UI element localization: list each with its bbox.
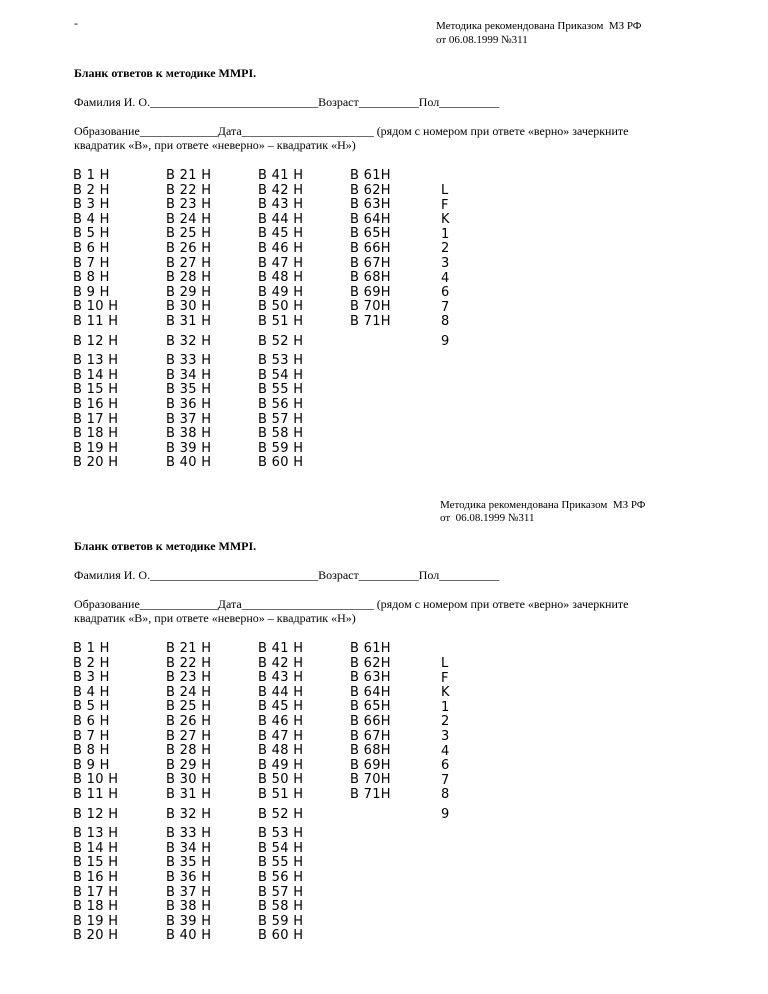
answer-item[interactable]: В 18 Н bbox=[73, 899, 119, 915]
scale-label: F bbox=[441, 670, 449, 686]
answer-item[interactable]: В 48 Н bbox=[258, 743, 304, 759]
scale-label: F bbox=[441, 197, 449, 213]
answer-item[interactable]: В 20 Н bbox=[73, 455, 119, 471]
answer-item[interactable]: В 36 Н bbox=[166, 869, 212, 885]
scale-label: 8 bbox=[441, 787, 450, 803]
answer-item[interactable]: В 43 Н bbox=[258, 197, 304, 213]
answer-column-3 bbox=[258, 169, 303, 471]
answer-item[interactable]: В 19 Н bbox=[73, 440, 119, 456]
scale-label: 3 bbox=[441, 255, 450, 271]
answer-item[interactable]: В 33 Н bbox=[166, 353, 212, 369]
answer-item[interactable]: В 34 Н bbox=[166, 840, 212, 856]
answer-item[interactable]: В 64Н bbox=[350, 684, 391, 700]
answer-item[interactable]: В 7 Н bbox=[73, 255, 110, 271]
answer-item[interactable]: В 47 Н bbox=[258, 255, 304, 271]
approval-line-1: Методика рекомендована Приказом МЗ РФ bbox=[440, 499, 646, 511]
answer-item[interactable]: В 65Н bbox=[350, 226, 391, 242]
answer-column-2 bbox=[166, 169, 211, 471]
answer-item[interactable]: В 23 Н bbox=[166, 197, 212, 213]
answer-item[interactable]: В 26 Н bbox=[166, 713, 212, 729]
name-age-sex-line: Фамилия И. О.____________________________Возраст__________Пол__________ bbox=[74, 568, 500, 582]
answer-item[interactable]: В 46 Н bbox=[258, 240, 304, 256]
answer-item[interactable]: В 42 Н bbox=[258, 182, 304, 198]
answer-item[interactable]: В 32 Н bbox=[166, 333, 212, 349]
answer-item[interactable]: В 24 Н bbox=[166, 211, 212, 227]
answer-item[interactable]: В 67Н bbox=[350, 255, 391, 271]
answer-item[interactable]: В 35 Н bbox=[166, 855, 212, 871]
scale-label: K bbox=[441, 685, 450, 701]
answer-item[interactable]: В 54 Н bbox=[258, 840, 304, 856]
answer-item[interactable]: В 40 Н bbox=[166, 928, 212, 944]
education-date-line: Образование_____________Дата______________________ (рядом с номером при ответе «верно» зачеркните bbox=[74, 597, 629, 611]
answer-item[interactable]: В 49 Н bbox=[258, 284, 304, 300]
answer-item[interactable]: В 34 Н bbox=[166, 367, 212, 383]
answer-item[interactable]: В 9 Н bbox=[73, 757, 110, 773]
form-title: Бланк ответов к методике MMPI. bbox=[74, 66, 257, 80]
answer-item[interactable]: В 64Н bbox=[350, 211, 391, 227]
answer-item[interactable]: В 21 Н bbox=[166, 641, 212, 656]
answer-item[interactable]: В 47 Н bbox=[258, 728, 304, 744]
scale-label: 3 bbox=[441, 728, 450, 744]
answer-item[interactable]: В 68Н bbox=[350, 743, 391, 759]
scale-label: 2 bbox=[441, 241, 450, 257]
answer-item[interactable]: В 55 Н bbox=[258, 855, 304, 871]
scale-label: 9 bbox=[441, 806, 450, 822]
answer-item[interactable]: В 5 Н bbox=[73, 699, 110, 715]
answer-item[interactable]: В 3 Н bbox=[73, 670, 110, 686]
answer-item[interactable]: В 59 Н bbox=[258, 913, 304, 929]
answer-item[interactable]: В 28 Н bbox=[166, 743, 212, 759]
answer-item[interactable]: В 57 Н bbox=[258, 411, 304, 427]
answer-item[interactable]: В 56 Н bbox=[258, 396, 304, 412]
answer-item[interactable]: В 38 Н bbox=[166, 899, 212, 915]
answer-item[interactable]: В 13 Н bbox=[73, 826, 119, 842]
answer-item[interactable]: В 6 Н bbox=[73, 713, 110, 729]
answer-item[interactable]: В 10 Н bbox=[73, 772, 119, 788]
answer-item[interactable]: В 27 Н bbox=[166, 255, 212, 271]
answer-column-2 bbox=[166, 642, 211, 944]
answer-item[interactable]: В 43 Н bbox=[258, 670, 304, 686]
answer-item[interactable]: В 53 Н bbox=[258, 353, 304, 369]
answer-item[interactable]: В 37 Н bbox=[166, 411, 212, 427]
answer-item[interactable]: В 62Н bbox=[350, 182, 391, 198]
name-age-sex-line: Фамилия И. О.____________________________Возраст__________Пол__________ bbox=[74, 95, 500, 109]
answer-item[interactable]: В 14 Н bbox=[73, 840, 119, 856]
answer-item[interactable]: В 49 Н bbox=[258, 757, 304, 773]
answer-item[interactable]: В 48 Н bbox=[258, 270, 304, 286]
answer-item[interactable]: В 52 Н bbox=[258, 806, 304, 822]
answer-item[interactable]: В 17 Н bbox=[73, 411, 119, 427]
answer-item[interactable]: В 4 Н bbox=[73, 211, 110, 227]
answer-item[interactable]: В 12 Н bbox=[73, 806, 119, 822]
answer-item[interactable]: В 5 Н bbox=[73, 226, 110, 242]
approval-line-2: от 06.08.1999 №311 bbox=[440, 512, 535, 524]
answer-item[interactable]: В 63Н bbox=[350, 670, 391, 686]
instruction-line: квадратик «В», при ответе «неверно» – квадратик «Н») bbox=[74, 138, 356, 152]
answer-item[interactable]: В 56 Н bbox=[258, 869, 304, 885]
answer-item[interactable]: В 51 Н bbox=[258, 313, 304, 329]
answer-item[interactable]: В 22 Н bbox=[166, 182, 212, 198]
answer-item[interactable]: В 15 Н bbox=[73, 382, 119, 398]
answer-item[interactable]: В 53 Н bbox=[258, 826, 304, 842]
answer-item[interactable]: В 23 Н bbox=[166, 670, 212, 686]
answer-item[interactable]: В 39 Н bbox=[166, 440, 212, 456]
answer-item[interactable]: В 29 Н bbox=[166, 757, 212, 773]
answer-item[interactable]: В 61Н bbox=[350, 641, 391, 656]
answer-item[interactable]: В 13 Н bbox=[73, 353, 119, 369]
answer-column-4 bbox=[350, 642, 391, 803]
answer-item[interactable]: В 61Н bbox=[350, 168, 391, 183]
answer-item[interactable]: В 21 Н bbox=[166, 168, 212, 183]
answer-item[interactable]: В 40 Н bbox=[166, 455, 212, 471]
answer-item[interactable]: В 19 Н bbox=[73, 913, 119, 929]
answer-item[interactable]: В 45 Н bbox=[258, 226, 304, 242]
answer-item[interactable]: В 26 Н bbox=[166, 240, 212, 256]
scale-label: 8 bbox=[441, 314, 450, 330]
scale-label: 4 bbox=[441, 743, 450, 759]
answer-item[interactable]: В 1 Н bbox=[73, 168, 110, 183]
answer-item[interactable]: В 55 Н bbox=[258, 382, 304, 398]
answer-column-1 bbox=[73, 642, 118, 944]
answer-item[interactable]: В 12 Н bbox=[73, 333, 119, 349]
scale-label: 7 bbox=[441, 772, 450, 788]
answer-item[interactable]: В 1 Н bbox=[73, 641, 110, 656]
answer-item[interactable]: В 54 Н bbox=[258, 367, 304, 383]
answer-item[interactable]: В 41 Н bbox=[258, 641, 304, 656]
form-title: Бланк ответов к методике MMPI. bbox=[74, 539, 257, 553]
answer-item[interactable]: В 42 Н bbox=[258, 655, 304, 671]
scale-label: 9 bbox=[441, 333, 450, 349]
scale-label: 6 bbox=[441, 285, 450, 301]
answer-item[interactable]: В 37 Н bbox=[166, 884, 212, 900]
answer-column-1 bbox=[73, 169, 118, 471]
scale-label: 4 bbox=[441, 270, 450, 286]
answer-item[interactable]: В 44 Н bbox=[258, 211, 304, 227]
approval-line-2: от 06.08.1999 №311 bbox=[436, 34, 528, 46]
scale-label: K bbox=[441, 212, 450, 228]
answer-item[interactable]: В 68Н bbox=[350, 270, 391, 286]
answer-item[interactable]: В 4 Н bbox=[73, 684, 110, 700]
scale-column bbox=[441, 184, 450, 350]
answer-item[interactable]: В 70Н bbox=[350, 299, 391, 315]
answer-item[interactable]: В 62Н bbox=[350, 655, 391, 671]
answer-item[interactable]: В 2 Н bbox=[73, 182, 110, 198]
answer-item[interactable]: В 51 Н bbox=[258, 786, 304, 802]
answer-item[interactable]: В 58 Н bbox=[258, 899, 304, 915]
answer-item[interactable]: В 44 Н bbox=[258, 684, 304, 700]
answer-item[interactable]: В 50 Н bbox=[258, 772, 304, 788]
answer-item[interactable]: В 25 Н bbox=[166, 699, 212, 715]
answer-item[interactable]: В 25 Н bbox=[166, 226, 212, 242]
scale-label: 7 bbox=[441, 299, 450, 315]
answer-item[interactable]: В 16 Н bbox=[73, 869, 119, 885]
answer-item[interactable]: В 65Н bbox=[350, 699, 391, 715]
answer-item[interactable]: В 38 Н bbox=[166, 426, 212, 442]
scale-label: L bbox=[441, 183, 449, 198]
answer-item[interactable]: В 36 Н bbox=[166, 396, 212, 412]
answer-item[interactable]: В 45 Н bbox=[258, 699, 304, 715]
answer-item[interactable]: В 63Н bbox=[350, 197, 391, 213]
instruction-line: квадратик «В», при ответе «неверно» – квадратик «Н») bbox=[74, 611, 356, 625]
answer-item[interactable]: В 70Н bbox=[350, 772, 391, 788]
answer-item[interactable]: В 2 Н bbox=[73, 655, 110, 671]
answer-item[interactable]: В 46 Н bbox=[258, 713, 304, 729]
answer-item[interactable]: В 50 Н bbox=[258, 299, 304, 315]
answer-item[interactable]: В 15 Н bbox=[73, 855, 119, 871]
answer-item[interactable]: В 58 Н bbox=[258, 426, 304, 442]
answer-item[interactable]: В 14 Н bbox=[73, 367, 119, 383]
answer-item[interactable]: В 11 Н bbox=[73, 786, 119, 802]
answer-item[interactable]: В 66Н bbox=[350, 240, 391, 256]
answer-item[interactable]: В 30 Н bbox=[166, 772, 212, 788]
answer-item[interactable]: В 29 Н bbox=[166, 284, 212, 300]
answer-item[interactable]: В 33 Н bbox=[166, 826, 212, 842]
scale-column bbox=[441, 657, 450, 823]
scale-label: 6 bbox=[441, 758, 450, 774]
answer-item[interactable]: В 7 Н bbox=[73, 728, 110, 744]
answer-item[interactable]: В 17 Н bbox=[73, 884, 119, 900]
answer-item[interactable]: В 22 Н bbox=[166, 655, 212, 671]
answer-item[interactable]: В 8 Н bbox=[73, 270, 110, 286]
answer-item[interactable]: В 35 Н bbox=[166, 382, 212, 398]
answer-item[interactable]: В 52 Н bbox=[258, 333, 304, 349]
answer-item[interactable]: В 24 Н bbox=[166, 684, 212, 700]
answer-item[interactable]: В 71Н bbox=[350, 313, 391, 329]
education-date-line: Образование_____________Дата______________________ (рядом с номером при ответе «верно» зачеркните bbox=[74, 124, 629, 138]
answer-column-3 bbox=[258, 642, 303, 944]
answer-item[interactable]: В 69Н bbox=[350, 284, 391, 300]
answer-item[interactable]: В 3 Н bbox=[73, 197, 110, 213]
answer-item[interactable]: В 39 Н bbox=[166, 913, 212, 929]
answer-item[interactable]: В 31 Н bbox=[166, 786, 212, 802]
answer-item[interactable]: В 32 Н bbox=[166, 806, 212, 822]
answer-item[interactable]: В 27 Н bbox=[166, 728, 212, 744]
answer-item[interactable]: В 28 Н bbox=[166, 270, 212, 286]
answer-item[interactable]: В 18 Н bbox=[73, 426, 119, 442]
answer-item[interactable]: В 67Н bbox=[350, 728, 391, 744]
answer-item[interactable]: В 57 Н bbox=[258, 884, 304, 900]
scale-label: L bbox=[441, 656, 449, 671]
scale-label: 1 bbox=[441, 699, 450, 715]
answer-item[interactable]: В 8 Н bbox=[73, 743, 110, 759]
approval-line-1: Методика рекомендована Приказом МЗ РФ bbox=[436, 20, 642, 32]
answer-item[interactable]: В 6 Н bbox=[73, 240, 110, 256]
scale-label: 2 bbox=[441, 714, 450, 730]
answer-item[interactable]: В 69Н bbox=[350, 757, 391, 773]
answer-item[interactable]: В 31 Н bbox=[166, 313, 212, 329]
answer-item[interactable]: В 11 Н bbox=[73, 313, 119, 329]
answer-column-4 bbox=[350, 169, 391, 330]
answer-item[interactable]: В 30 Н bbox=[166, 299, 212, 315]
answer-item[interactable]: В 66Н bbox=[350, 713, 391, 729]
answer-item[interactable]: В 60 Н bbox=[258, 455, 304, 471]
answer-item[interactable]: В 20 Н bbox=[73, 928, 119, 944]
answer-item[interactable]: В 9 Н bbox=[73, 284, 110, 300]
answer-item[interactable]: В 59 Н bbox=[258, 440, 304, 456]
answer-item[interactable]: В 16 Н bbox=[73, 396, 119, 412]
answer-item[interactable]: В 71Н bbox=[350, 786, 391, 802]
answer-item[interactable]: В 10 Н bbox=[73, 299, 119, 315]
answer-item[interactable]: В 41 Н bbox=[258, 168, 304, 183]
header-dash: - bbox=[74, 16, 78, 30]
scale-label: 1 bbox=[441, 226, 450, 242]
answer-item[interactable]: В 60 Н bbox=[258, 928, 304, 944]
